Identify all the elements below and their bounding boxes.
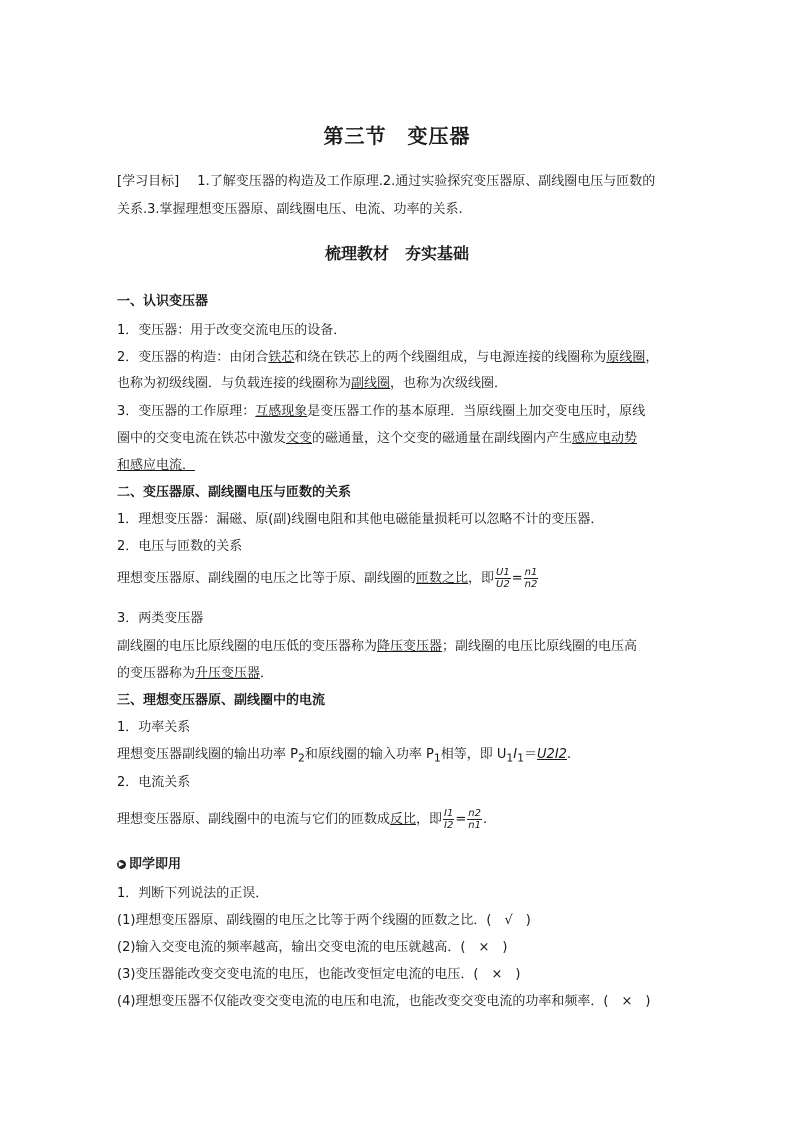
frac-num: U1 [496,567,510,578]
s3-p2-u: 反比 [390,812,417,827]
s3-heading: 三、理想变压器原、副线圈中的电流 [117,693,326,708]
s2-heading: 二、变压器原、副线圈电压与匝数的关系 [117,485,352,500]
practice-item-2: (2)输入交变电流的频率越高，输出交变电流的电压就越高．( × ) [117,940,508,955]
s1-p3-l2a: 圈中的交变电流在铁芯中激发 [117,431,287,446]
frac-den: I2 [444,820,454,831]
section-title: 梳理教材 夯实基础 [324,244,469,263]
current-ratio-fraction [443,808,454,831]
practice-item-1: (1)理想变压器原、副线圈的电压之比等于两个线圈的匝数之比．( √ ) [117,913,531,928]
s1-p2-line2 [117,375,507,393]
turns-ratio-fraction [524,567,539,590]
s3-p1-eq: ＝ [524,747,538,762]
objectives-text-1: 1.了解变压器的构造及工作原理.2.通过实验探究变压器原、副线圈电压与匝数的 [197,174,656,189]
s1-heading: 一、认识变压器 [117,294,209,309]
s3-p1-body [117,746,571,768]
s3-p2-body [117,808,487,831]
s1-p2-a: 2．变压器的构造：由闭合 [117,350,269,365]
s2-p3-l2b: ． [260,666,274,681]
sub-1: 1 [433,751,441,765]
frac-den: n2 [524,579,538,590]
s3-p2-b: ，即 [416,812,443,827]
s3-p1-u: U2I2 [537,747,567,762]
s2-p3-u1: 降压变压器 [377,639,443,654]
s2-p2: 2．电压与匝数的关系 [117,539,243,554]
s3-p2-a: 理想变压器原、副线圈中的电流与它们的匝数成 [117,812,391,827]
s3-p1: 1．功率关系 [117,720,191,735]
s3-p1-a: 理想变压器副线圈的输出功率 P [117,747,298,762]
s3-p2: 2．电流关系 [117,775,191,790]
s1-p3-l2b: 的磁通量，这个交变的磁通量在副线圈内产生 [312,431,573,446]
s1-p2-c: ， [645,350,659,365]
s1-p3-u3: 感应电动势 [572,431,638,446]
s3-p1-b: 和原线圈的输入功率 P [304,747,434,762]
practice-q1: 1．判断下列说法的正误． [117,886,269,901]
practice-heading: 即学即用 [129,857,182,872]
sub-u1: 1 [506,751,514,765]
s1-p3-line3 [117,457,195,475]
s2-p3-body [117,638,637,656]
s2-p2-body-b: ，即 [468,571,495,586]
s1-p3-line2 [117,430,637,448]
s1-p2-u3: 副线圈 [351,376,391,391]
practice-heading-row [117,856,181,874]
play-bullet-icon: ▶ [118,860,125,868]
s1-p3-l3: 和感应电流． [117,458,196,473]
practice-item-4: (4)理想变压器不仅能改变交变电流的电压和电流，也能改变交变电流的功率和频率．( × ) [117,994,651,1009]
s1-p3 [117,403,645,421]
s1-p3-u2: 交变 [286,431,313,446]
s3-p1-c: 相等，即 U [440,747,507,762]
sub-i1: 1 [517,751,525,765]
s2-p3: 3．两类变压器 [117,611,204,626]
s2-p2-body [117,567,539,590]
practice-item-3: (3)变压器能改变交变电流的电压，也能改变恒定电流的电压．( × ) [117,967,521,982]
objectives-label: [学习目标] [117,174,180,189]
s1-p3-b: 是变压器工作的基本原理．当原线圈上加交变电压时，原线 [307,404,646,419]
page-title: 第三节 变压器 [323,124,471,148]
objectives-line-1 [117,173,655,191]
s2-p3-line2 [117,665,273,683]
s1-p2-u2: 原线圈 [606,350,646,365]
frac-num: n2 [468,808,481,819]
sub-2: 2 [297,751,305,765]
s1-p3-a: 3．变压器的工作原理： [117,404,256,419]
frac-num: n1 [524,567,538,578]
s1-p2-l2b: ，也称为次级线圈． [390,376,508,391]
s2-p1: 1．理想变压器：漏磁、原(副)线圈电阻和其他电磁能量损耗可以忽略不计的变压器． [117,512,604,527]
s1-p2-b: 和绕在铁芯上的两个线圈组成，与电源连接的线圈称为 [294,350,607,365]
s1-p2-u1: 铁芯 [268,350,295,365]
s2-p2-body-a: 理想变压器原、副线圈的电压之比等于原、副线圈的 [117,571,417,586]
voltage-ratio-fraction [495,567,511,590]
s3-p1-i: I [513,747,518,762]
s2-p3-l2a: 的变压器称为 [117,666,196,681]
s2-p3-a: 副线圈的电压比原线圈的电压低的变压器称为 [117,639,378,654]
s3-p2-end: . [482,812,488,827]
s1-p2-l2a: 也称为初级线圈．与负载连接的线圈称为 [117,376,352,391]
s3-p1-end: . [566,747,572,762]
equals-sign: = [511,571,523,586]
s2-p2-body-u: 匝数之比 [416,571,469,586]
s1-p1: 1．变压器：用于改变交流电压的设备． [117,323,347,338]
frac-den: U2 [496,579,510,590]
frac-den: n1 [468,820,481,831]
frac-num: I1 [444,808,454,819]
objectives-line-2: 关系.3.掌握理想变压器原、副线圈电压、电流、功率的关系. [117,202,463,217]
turns-inverse-fraction [467,808,482,831]
s2-p3-u2: 升压变压器 [195,666,261,681]
s1-p2 [117,349,658,367]
s1-p3-u1: 互感现象 [255,404,308,419]
s2-p3-b: ；副线圈的电压比原线圈的电压高 [442,639,638,654]
equals-sign: = [455,812,467,827]
